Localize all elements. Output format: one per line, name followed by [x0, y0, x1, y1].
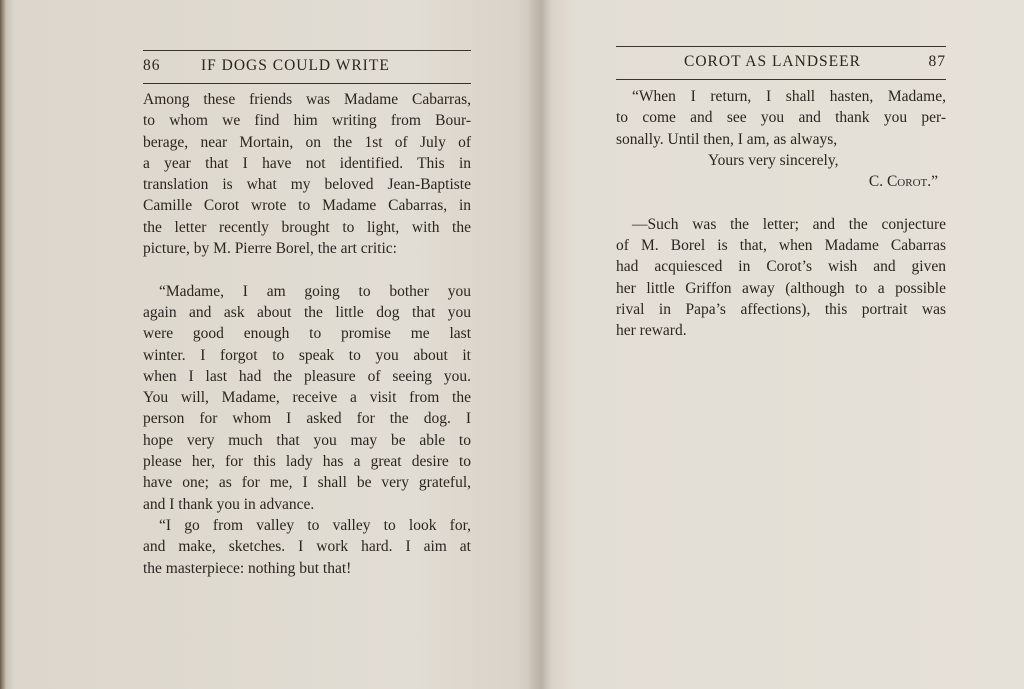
letter-closing: Yours very sincerely, — [708, 151, 839, 169]
text-line: to whom we find him writing from Bour- — [143, 112, 471, 130]
text-line: of M. Borel is that, when Madame Cabarras — [616, 237, 946, 255]
text-line: translation is what my beloved Jean-Baptiste — [143, 176, 471, 194]
left-page-header — [143, 50, 471, 84]
text-line: were good enough to promise me last — [143, 325, 471, 343]
left-page — [143, 50, 471, 579]
text-line: please her, for this lady has a great desire to — [143, 453, 471, 471]
right-page-text — [616, 86, 946, 342]
text-line: and make, sketches. I work hard. I aim at — [143, 538, 471, 556]
text-line: and I thank you in advance. — [143, 495, 315, 513]
running-title: COROT AS LANDSEER — [684, 53, 861, 70]
text-line: her little Griffon away (although to a possible — [616, 279, 946, 297]
page-number: 87 — [928, 53, 946, 70]
text-line: “I go from valley to valley to look for, — [159, 516, 471, 534]
text-line: the masterpiece: nothing but that! — [143, 559, 352, 577]
text-line: have one; as for me, I shall be very grateful, — [143, 474, 471, 492]
text-line: a year that I have not identified. This in — [143, 154, 471, 172]
text-line: again and ask about the little dog that you — [143, 303, 471, 321]
text-line: person for whom I asked for the dog. I — [143, 410, 471, 428]
text-line: “When I return, I shall hasten, Madame, — [632, 88, 946, 105]
text-line: the letter recently brought to light, with the — [143, 218, 471, 236]
text-line: to come and see you and thank you per- — [616, 109, 946, 127]
text-line: Camille Corot wrote to Madame Cabarras, in — [143, 197, 471, 215]
letter-signature: C. Corot.” — [868, 173, 938, 191]
text-line: picture, by M. Pierre Borel, the art critic: — [143, 240, 397, 258]
page-number: 86 — [143, 57, 161, 74]
text-line: when I last had the pleasure of seeing you. — [143, 367, 471, 385]
text-line: rival in Papa’s affections), this portrait was — [616, 300, 946, 318]
text-line: berage, near Mortain, on the 1st of July of — [143, 133, 471, 151]
text-line: “Madame, I am going to bother you — [159, 282, 471, 300]
right-page — [616, 46, 946, 342]
text-line: Among these friends was Madame Cabarras, — [143, 91, 471, 108]
book-gutter — [528, 0, 552, 689]
left-page-text — [143, 89, 471, 579]
text-line: sonally. Until then, I am, as always, — [616, 130, 838, 148]
text-line: hope very much that you may be able to — [143, 431, 471, 449]
text-line: winter. I forgot to speak to you about it — [143, 346, 471, 364]
text-line: had acquiesced in Corot’s wish and given — [616, 258, 946, 276]
text-line: —Such was the letter; and the conjecture — [632, 215, 946, 233]
text-line: her reward. — [616, 322, 687, 340]
text-line: You will, Madame, receive a visit from the — [143, 389, 471, 407]
running-title: IF DOGS COULD WRITE — [201, 57, 390, 74]
right-page-header — [616, 46, 946, 80]
